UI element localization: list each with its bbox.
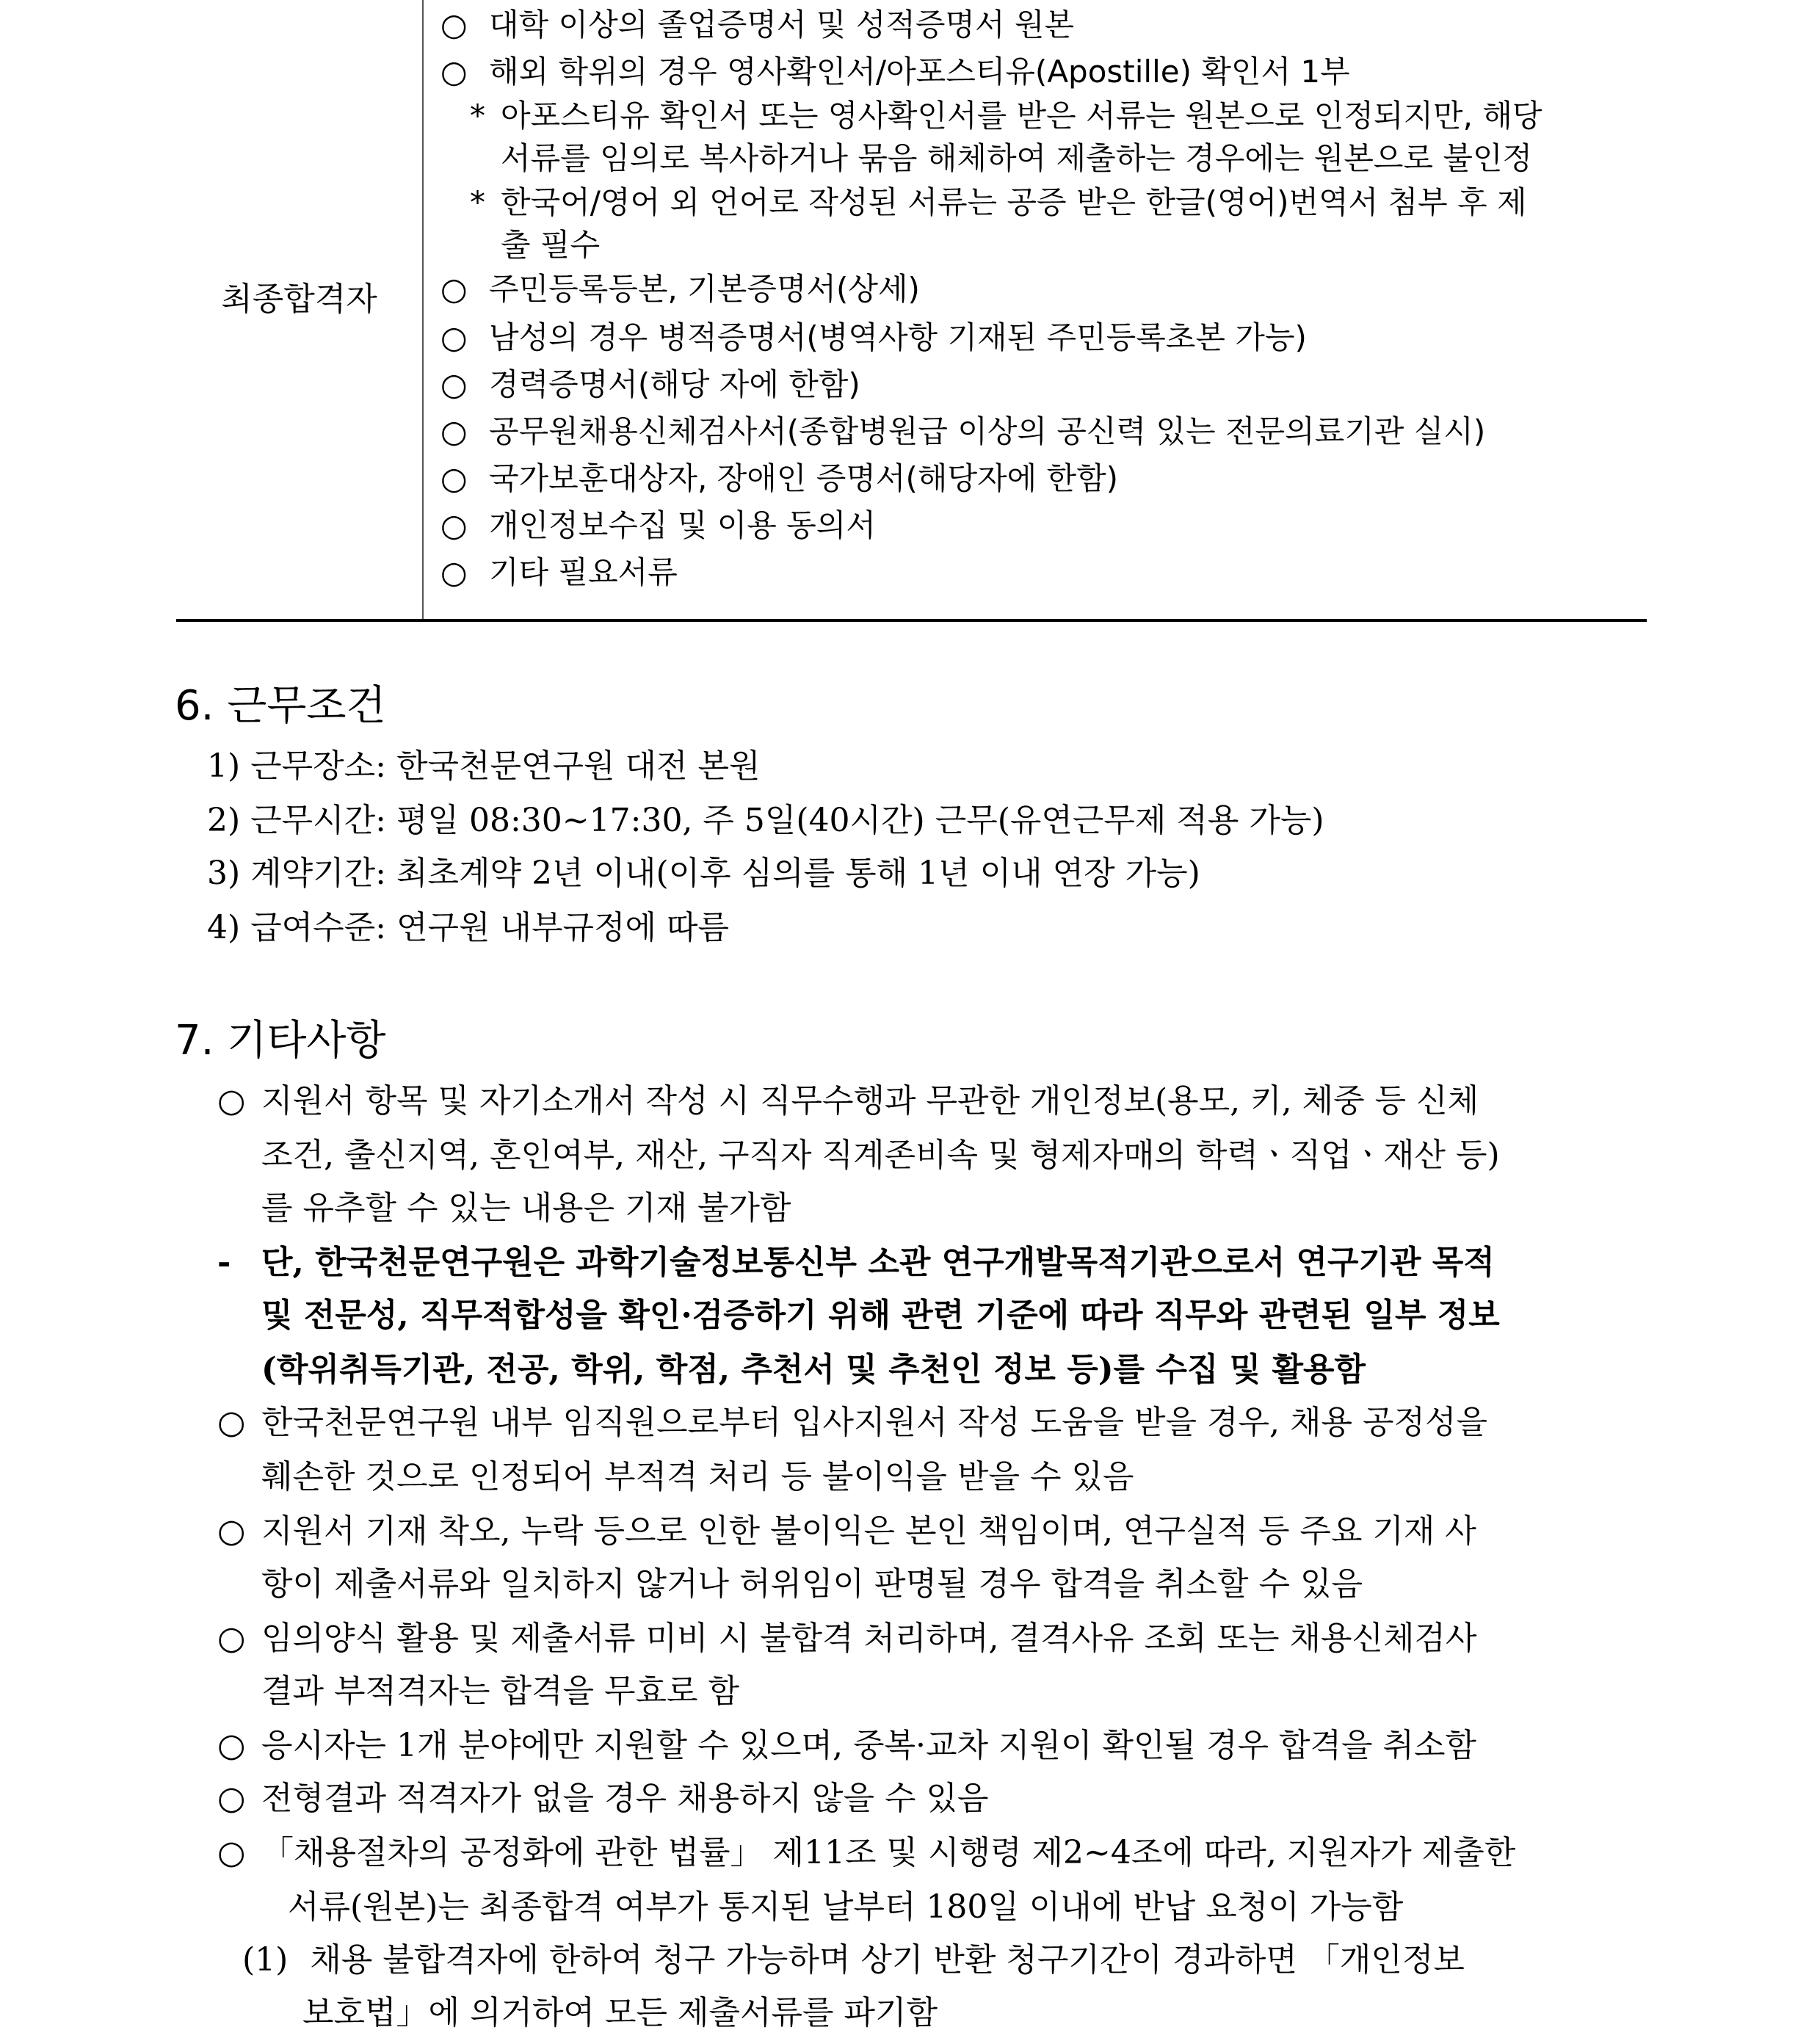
- circle-bullet-icon: ○: [441, 54, 468, 90]
- dash-bullet-icon: -: [217, 1244, 231, 1281]
- table-item: ○ 대학 이상의 졸업증명서 및 성적증명서 원본: [441, 3, 1074, 47]
- circle-bullet-icon: ○: [217, 1620, 246, 1657]
- table-note: * 아포스티유 확인서 또는 영사확인서를 받은 서류는 원본으로 인정되지만, 해당: [470, 94, 1542, 138]
- misc-item: ○ 전형결과 적격자가 없을 경우 채용하지 않을 수 있음: [217, 1775, 989, 1822]
- table-item: ○ 국가보훈대상자, 장애인 증명서(해당자에 한함): [441, 457, 1118, 501]
- condition-item: 3) 계약기간: 최초계약 2년 이내(이후 심의를 통해 1년 이내 연장 가능): [207, 855, 1200, 892]
- circle-bullet-icon: ○: [217, 1512, 246, 1550]
- misc-item-continuation: 결과 부적격자는 합격을 무효로 함: [261, 1672, 739, 1710]
- row-label-final-applicant: 최종합격자: [221, 280, 377, 318]
- misc-item-continuation: (학위취득기관, 전공, 학위, 학점, 추천서 및 추천인 정보 등)를 수집 및 활용함: [261, 1351, 1366, 1388]
- table-item: ○ 경력증명서(해당 자에 한함): [441, 363, 860, 407]
- table-column-divider: [422, 0, 424, 620]
- misc-item-continuation: 훼손한 것으로 인정되어 부적격 처리 등 불이익을 받을 수 있음: [261, 1458, 1134, 1496]
- table-item: ○ 남성의 경우 병적증명서(병역사항 기재된 주민등록초본 가능): [441, 316, 1307, 360]
- table-note: * 한국어/영어 외 언어로 작성된 서류는 공증 받은 한글(영어)번역서 첨부 후 제: [470, 181, 1527, 225]
- misc-item: ○ 지원서 항목 및 자기소개서 작성 시 직무수행과 무관한 개인정보(용모, 키, 체중 등 신체: [217, 1078, 1479, 1125]
- table-item: ○ 개인정보수집 및 이용 동의서: [441, 504, 876, 548]
- circle-bullet-icon: ○: [441, 554, 468, 590]
- condition-item: 4) 급여수준: 연구원 내부규정에 따름: [207, 909, 729, 946]
- table-item: ○ 주민등록등본, 기본증명서(상세): [441, 267, 920, 311]
- table-item: ○ 공무원채용신체검사서(종합병원급 이상의 공신력 있는 전문의료기관 실시): [441, 410, 1485, 454]
- misc-item-continuation: 를 유추할 수 있는 내용은 기재 불가함: [261, 1189, 791, 1227]
- misc-item: ○ 「채용절차의 공정화에 관한 법률」 제11조 및 시행령 제2~4조에 따라, 지원자가 제출한: [217, 1830, 1515, 1877]
- circle-bullet-icon: ○: [217, 1780, 246, 1817]
- circle-bullet-icon: ○: [217, 1404, 246, 1441]
- section-7-heading: 7. 기타사항: [175, 1017, 386, 1065]
- misc-item: ○ 응시자는 1개 분야에만 지원할 수 있으며, 중복·교차 지원이 확인될 경우 합격을 취소함: [217, 1722, 1476, 1769]
- misc-item-continuation: 서류(원본)는 최종합격 여부가 통지된 날부터 180일 이내에 반납 요청이 가능함: [288, 1888, 1404, 1926]
- section-6-heading: 6. 근무조건: [175, 682, 386, 730]
- misc-item: ○ 한국천문연구원 내부 임직원으로부터 입사지원서 작성 도움을 받을 경우, 채용 공정성을: [217, 1399, 1487, 1446]
- misc-item-continuation: 및 전문성, 직무적합성을 확인·검증하기 위해 관련 기준에 따라 직무와 관련된 일부 정보: [261, 1297, 1500, 1334]
- misc-dash-item: - 단, 한국천문연구원은 과학기술정보통신부 소관 연구개발목적기관으로서 연구기관 목적: [217, 1239, 1495, 1286]
- circle-bullet-icon: ○: [441, 413, 468, 449]
- circle-bullet-icon: ○: [441, 319, 468, 355]
- circle-bullet-icon: ○: [441, 507, 468, 543]
- circle-bullet-icon: ○: [217, 1727, 246, 1764]
- misc-item: ○ 지원서 기재 착오, 누락 등으로 인한 불이익은 본인 책임이며, 연구실적 등 주요 기재 사: [217, 1508, 1476, 1555]
- asterisk-icon: *: [470, 184, 485, 220]
- table-bottom-border: [176, 619, 1647, 622]
- sub-item-1: (1) 채용 불합격자에 한하여 청구 가능하며 상기 반환 청구기간이 경과하면 「개인정보: [242, 1941, 1465, 1979]
- circle-bullet-icon: ○: [441, 460, 468, 496]
- sub-item-continuation: 보호법」에 의거하여 모든 제출서류를 파기함: [302, 1994, 938, 2031]
- condition-item: 1) 근무장소: 한국천문연구원 대전 본원: [207, 747, 761, 785]
- circle-bullet-icon: ○: [217, 1082, 246, 1120]
- table-item: ○ 해외 학위의 경우 영사확인서/아포스티유(Apostille) 확인서 1부: [441, 50, 1350, 94]
- misc-item-continuation: 항이 제출서류와 일치하지 않거나 허위임이 판명될 경우 합격을 취소할 수 있음: [261, 1565, 1363, 1603]
- table-note-continuation: 출 필수: [501, 227, 601, 263]
- table-item: ○ 기타 필요서류: [441, 551, 678, 595]
- misc-item: ○ 임의양식 활용 및 제출서류 미비 시 불합격 처리하며, 결격사유 조회 또는 채용신체검사: [217, 1615, 1476, 1662]
- sub-item-marker: (1): [242, 1941, 289, 1979]
- circle-bullet-icon: ○: [441, 7, 468, 43]
- condition-item: 2) 근무시간: 평일 08:30~17:30, 주 5일(40시간) 근무(유연근무제 적용 가능): [207, 802, 1324, 839]
- asterisk-icon: *: [470, 98, 485, 134]
- circle-bullet-icon: ○: [441, 271, 468, 307]
- circle-bullet-icon: ○: [441, 366, 468, 402]
- table-note-continuation: 서류를 임의로 복사하거나 묶음 해체하여 제출하는 경우에는 원본으로 불인정: [501, 140, 1533, 176]
- misc-item-continuation: 조건, 출신지역, 혼인여부, 재산, 구직자 직계존비속 및 형제자매의 학력ㆍ직업ㆍ재산 등): [261, 1136, 1500, 1174]
- circle-bullet-icon: ○: [217, 1834, 246, 1871]
